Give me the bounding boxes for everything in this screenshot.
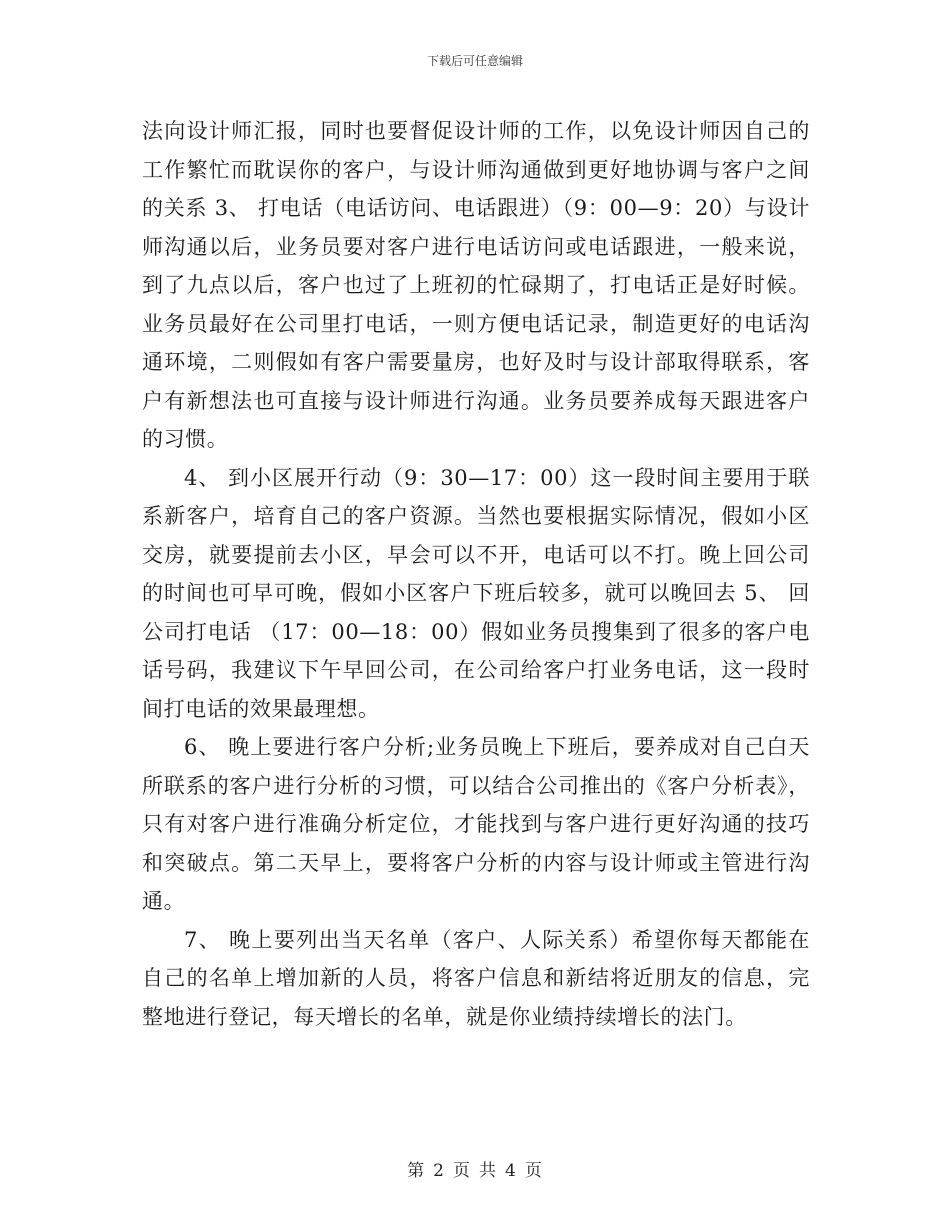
paragraph: 4、 到小区展开行动（9：30—17：00）这一段时间主要用于联系新客户，培育自己的客户资源。当然也要根据实际情况，假如小区交房，就要提前去小区，早会可以不开，电话可以不打。晚上回公司的时间也可早可晚，假如小区客户下班后较多，就可以晚回去 5、 回公司打电话 （17：00—18：00）假如业务员搜集到了很多的客户电话号码，我建议下午早回公司，在公司给客户打业务电话，这一段时间打电话的效果最理想。 <box>142 465 810 721</box>
footer-prefix: 第 <box>407 1161 426 1181</box>
footer-total-label: 共 <box>479 1161 497 1181</box>
page-header: 下载后可任意编辑 <box>426 54 523 68</box>
page-number-footer <box>0 1156 950 1181</box>
document-body <box>142 112 810 1036</box>
paragraph: 7、 晚上要列出当天名单（客户、人际关系）希望你每天都能在自己的名单上增加新的人员，将客户信息和新结将近朋友的信息，完整地进行登记，每天增长的名单，就是你业绩持续增长的法门。 <box>142 927 810 1029</box>
paragraph: 法向设计师汇报，同时也要督促设计师的工作，以免设计师因自己的工作繁忙而耽误你的客户，与设计师沟通做到更好地协调与客户之间的关系 3、 打电话（电话访问、电话跟进）（9：00—9：20）与设计师沟通以后，业务员要对客户进行电话访问或电话跟进，一般来说，到了九点以后，客户也过了上班初的忙碌期了，打电话正是好时候。业务员最好在公司里打电话，一则方便电话记录，制造更好的电话沟通环境，二则假如有客户需要量房，也好及时与设计部取得联系，客户有新想法也可直接与设计师进行沟通。业务员要养成每天跟进客户的习惯。 <box>142 119 810 451</box>
current-page-number: 2 <box>433 1161 445 1181</box>
total-page-count: 4 <box>505 1161 517 1181</box>
footer-suffix: 页 <box>524 1161 543 1181</box>
paragraph: 6、 晚上要进行客户分析;业务员晚上下班后，要养成对自己白天所联系的客户进行分析的习惯，可以结合公司推出的《客户分析表》，只有对客户进行准确分析定位，才能找到与客户进行更好沟通的技巧和突破点。第二天早上，要将客户分析的内容与设计师或主管进行沟通。 <box>142 735 810 913</box>
footer-page-word: 页 <box>453 1161 471 1181</box>
